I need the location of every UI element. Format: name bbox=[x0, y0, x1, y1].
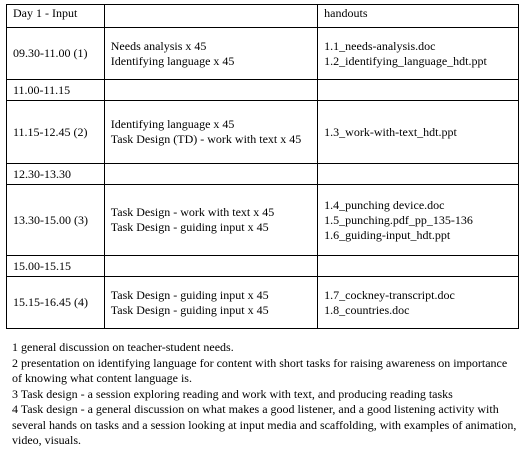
session-content bbox=[104, 185, 317, 256]
session-handouts bbox=[318, 28, 519, 80]
content-line: Identifying language x 45 bbox=[110, 53, 235, 68]
session-handouts bbox=[318, 185, 519, 256]
handout-file: 1.5_punching.pdf_pp_135-136 bbox=[324, 212, 473, 227]
handout-file: 1.6_guiding-input_hdt.ppt bbox=[324, 227, 451, 242]
header-handouts-cell: handouts bbox=[318, 5, 519, 28]
content-line: Task Design - work with text x 45 bbox=[110, 205, 275, 219]
session-notes bbox=[12, 340, 518, 449]
header-day-cell: Day 1 - Input bbox=[7, 5, 105, 28]
table-row bbox=[7, 28, 519, 80]
session-time: 09.30-11.00 (1) bbox=[7, 28, 105, 80]
break-content bbox=[104, 80, 317, 101]
note-item: 4 Task design - a general discussion on what makes a good listener, and a good listening activity with several hands on tasks and a session looking at input media and scaffolding, with examples of animation, video, visuals. bbox=[12, 402, 517, 447]
break-handouts bbox=[318, 80, 519, 101]
break-time: 11.00-11.15 bbox=[7, 80, 105, 101]
break-handouts bbox=[318, 164, 519, 185]
break-content bbox=[104, 256, 317, 277]
content-line: Task Design - guiding input x 45 bbox=[110, 287, 269, 302]
table-row bbox=[7, 101, 519, 164]
content-line: Task Design - guiding input x 45 bbox=[110, 302, 269, 317]
handout-file: 1.8_countries.doc bbox=[324, 302, 410, 317]
table-row bbox=[7, 256, 519, 277]
session-content bbox=[104, 101, 317, 164]
handout-file: 1.2_identifying_language_hdt.ppt bbox=[324, 53, 487, 68]
break-time: 15.00-15.15 bbox=[7, 256, 105, 277]
session-handouts bbox=[318, 277, 519, 329]
break-handouts bbox=[318, 256, 519, 277]
table-row bbox=[7, 277, 519, 329]
header-row bbox=[7, 5, 519, 28]
table-row bbox=[7, 185, 519, 256]
handout-file: 1.1_needs-analysis.doc bbox=[324, 38, 436, 53]
content-line: Task Design (TD) - work with text x 45 bbox=[110, 132, 302, 146]
note-item: 2 presentation on identifying language for content with short tasks for raising awareness on importance of knowing what content language is. bbox=[12, 355, 508, 385]
break-time: 12.30-13.30 bbox=[7, 164, 105, 185]
handout-file: 1.4_punching device.doc bbox=[324, 197, 445, 212]
session-time: 15.15-16.45 (4) bbox=[7, 277, 105, 329]
note-item: 3 Task design - a session exploring reading and work with text, and producing reading tasks bbox=[12, 386, 453, 401]
handout-file: 1.7_cockney-transcript.doc bbox=[324, 287, 455, 302]
session-content bbox=[104, 28, 317, 80]
session-time: 13.30-15.00 (3) bbox=[7, 185, 105, 256]
table-row bbox=[7, 80, 519, 101]
note-item: 1 general discussion on teacher-student needs. bbox=[12, 340, 234, 354]
content-line: Needs analysis x 45 bbox=[110, 38, 207, 53]
content-line: Identifying language x 45 bbox=[110, 117, 235, 131]
schedule-table bbox=[6, 4, 519, 329]
header-content-cell bbox=[104, 5, 317, 28]
content-line: Task Design - guiding input x 45 bbox=[110, 220, 269, 234]
break-content bbox=[104, 164, 317, 185]
session-handouts bbox=[318, 101, 519, 164]
table-row bbox=[7, 164, 519, 185]
session-content bbox=[104, 277, 317, 329]
session-time: 11.15-12.45 (2) bbox=[7, 101, 105, 164]
handout-file: 1.3_work-with-text_hdt.ppt bbox=[324, 124, 457, 139]
